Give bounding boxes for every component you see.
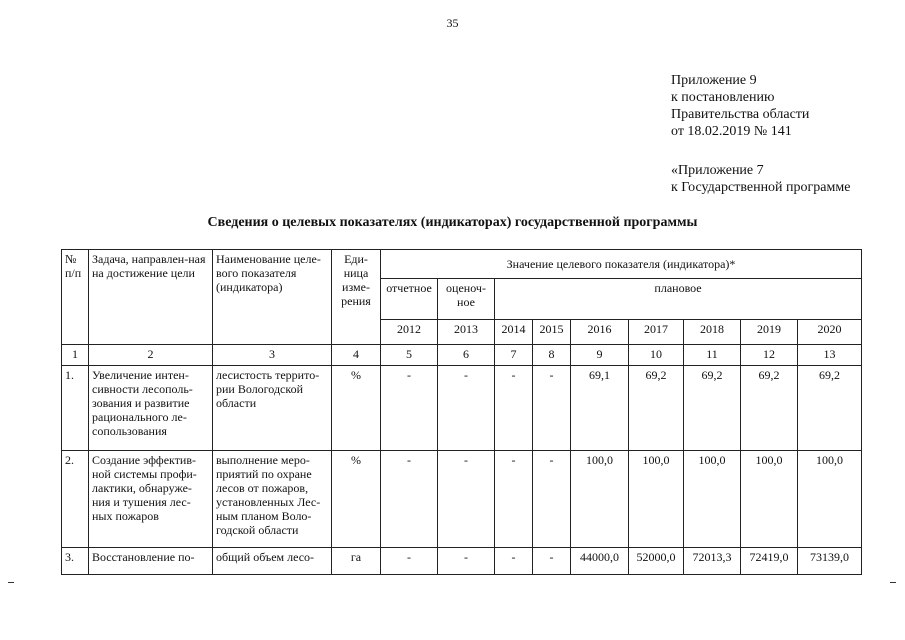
row-task: Восстановление по- — [89, 548, 213, 575]
column-number: 3 — [213, 345, 332, 366]
annex-line: «Приложение 7 — [671, 163, 764, 178]
year-cell: 2020 — [798, 320, 862, 345]
annex-line: к Государственной программе — [671, 180, 851, 195]
year-cell: 2019 — [741, 320, 798, 345]
column-number: 1 — [62, 345, 89, 366]
year-cell: 2014 — [495, 320, 533, 345]
header-value: Значение целевого показателя (индикатора)* — [381, 250, 862, 279]
column-number: 9 — [571, 345, 629, 366]
indicators-table — [61, 249, 862, 575]
header-task: Задача, направлен-ная на достижение цели — [89, 250, 213, 345]
value-cell: - — [381, 548, 438, 575]
row-num: 2. — [62, 451, 89, 548]
column-number: 10 — [629, 345, 684, 366]
value-cell: 44000,0 — [571, 548, 629, 575]
column-number: 13 — [798, 345, 862, 366]
value-cell: 100,0 — [798, 451, 862, 548]
header-indicator-name: Наименование целе-вого показателя (индикатора) — [213, 250, 332, 345]
annex-previous — [671, 162, 850, 196]
row-indicator-name: лесистость террито-рии Вологодской области — [213, 366, 332, 451]
year-cell: 2017 — [629, 320, 684, 345]
year-cell: 2015 — [533, 320, 571, 345]
value-cell: 72013,3 — [684, 548, 741, 575]
row-indicator-name: общий объем лесо- — [213, 548, 332, 575]
row-num: 3. — [62, 548, 89, 575]
value-cell: - — [381, 451, 438, 548]
row-task: Создание эффектив-ной системы профи-лактики, обнаруже-ния и тушения лес-ных пожаров — [89, 451, 213, 548]
value-cell: - — [533, 451, 571, 548]
value-cell: - — [533, 366, 571, 451]
header-unit: Еди-ница изме-рения — [332, 250, 381, 345]
value-cell: 73139,0 — [798, 548, 862, 575]
year-cell: 2016 — [571, 320, 629, 345]
row-unit: га — [332, 548, 381, 575]
year-cell: 2013 — [438, 320, 495, 345]
row-num: 1. — [62, 366, 89, 451]
value-cell: 100,0 — [629, 451, 684, 548]
value-cell: 52000,0 — [629, 548, 684, 575]
page-number: 35 — [446, 16, 459, 30]
column-number: 7 — [495, 345, 533, 366]
column-number: 12 — [741, 345, 798, 366]
column-number: 5 — [381, 345, 438, 366]
annex-line: от 18.02.2019 № 141 — [671, 124, 792, 139]
row-unit: % — [332, 366, 381, 451]
value-cell: 69,1 — [571, 366, 629, 451]
value-cell: 69,2 — [798, 366, 862, 451]
table-row — [62, 451, 862, 548]
scan-mark — [8, 582, 14, 583]
value-cell: 69,2 — [684, 366, 741, 451]
annex-header — [671, 72, 809, 140]
value-cell: - — [381, 366, 438, 451]
document-title: Сведения о целевых показателях (индикаторах) государственной программы — [207, 215, 698, 230]
header-num: № п/п — [62, 250, 89, 345]
value-cell: 69,2 — [629, 366, 684, 451]
scan-mark — [890, 582, 896, 583]
value-cell: 100,0 — [571, 451, 629, 548]
column-number: 6 — [438, 345, 495, 366]
row-unit: % — [332, 451, 381, 548]
annex-line: Правительства области — [671, 107, 810, 122]
column-number: 11 — [684, 345, 741, 366]
value-cell: 100,0 — [684, 451, 741, 548]
year-cell: 2018 — [684, 320, 741, 345]
column-number: 8 — [533, 345, 571, 366]
value-cell: 72419,0 — [741, 548, 798, 575]
header-planned: плановое — [495, 279, 862, 320]
table-row — [62, 366, 862, 451]
annex-line: к постановлению — [671, 90, 775, 105]
row-indicator-name: выполнение меро-приятий по охране лесов от пожаров, установленных Лес-ным планом Воло-годской области — [213, 451, 332, 548]
value-cell: - — [495, 548, 533, 575]
column-number: 2 — [89, 345, 213, 366]
header-estimated: оценоч-ное — [438, 279, 495, 320]
header-reported: отчетное — [381, 279, 438, 320]
column-number: 4 — [332, 345, 381, 366]
value-cell: - — [438, 548, 495, 575]
value-cell: - — [495, 451, 533, 548]
value-cell: 100,0 — [741, 451, 798, 548]
value-cell: 69,2 — [741, 366, 798, 451]
value-cell: - — [533, 548, 571, 575]
annex-line: Приложение 9 — [671, 73, 757, 88]
value-cell: - — [438, 366, 495, 451]
table-row — [62, 548, 862, 575]
value-cell: - — [495, 366, 533, 451]
value-cell: - — [438, 451, 495, 548]
year-cell: 2012 — [381, 320, 438, 345]
row-task: Увеличение интен-сивности лесополь-зования и развитие рационального ле-сопользования — [89, 366, 213, 451]
